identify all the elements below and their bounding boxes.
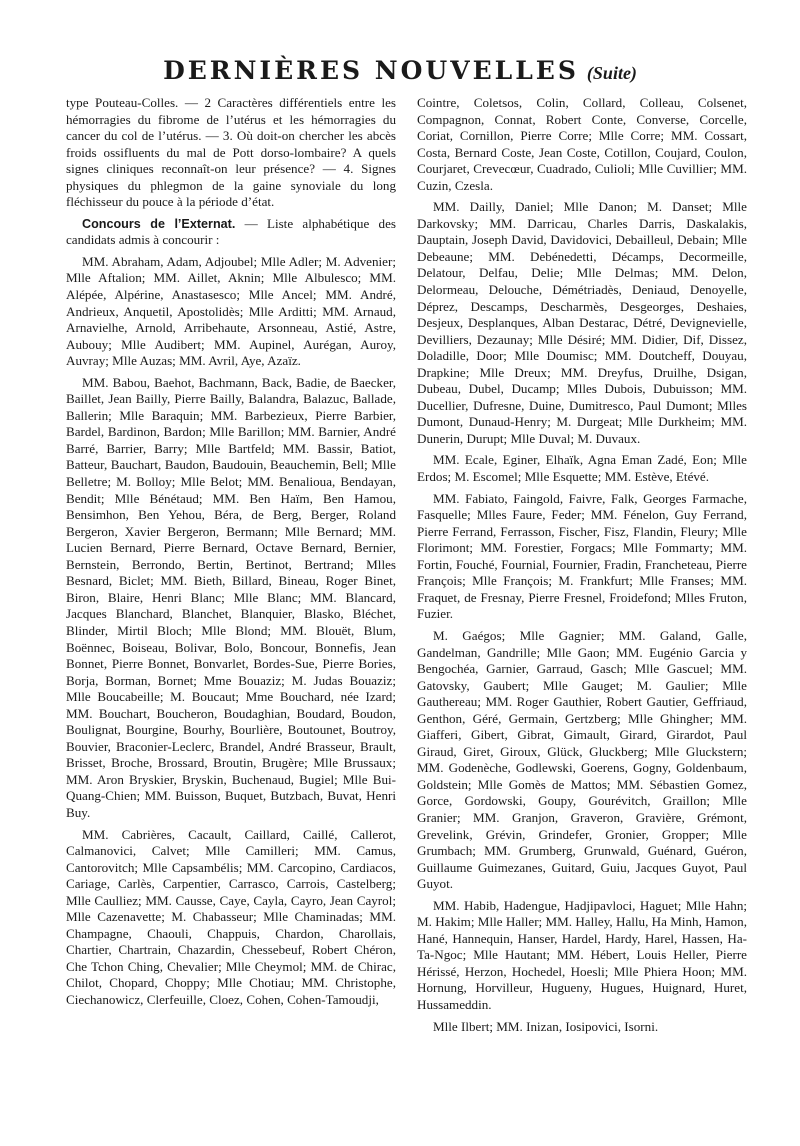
left-column [66,95,396,1014]
list-paragraph-a: MM. Abraham, Adam, Adjoubel; Mlle Adler; M. Advenier; Mlle Aftalion; MM. Aillet, Aknin; Mlle Albulesco; MM. Alépée, Alpérine, Anastasesco; Mlle Ancel; MM. André, Andrieux, Anquetil, Apostolidès; Mlle Arditti; MM. Arnaud, Arnavielhe, Arnold, Arribehaute, Arsonneau, Astié, Astre, Aubouy; Mlle Audibert; MM. Aupinel, Aurégan, Auroy, Auvray; Mlle Auzas; MM. Avril, Aye, Azaïz. [66,253,396,369]
concours-paragraph [66,216,396,249]
list-paragraph-c-continued: Cointre, Coletsos, Colin, Collard, Colleau, Colsenet, Compagnon, Connat, Robert Conte, Converse, Corcelle, Coriat, Cornillon, Pierre Corre; Mlle Corre; MM. Cossart, Costa, Bernard Coste, Jean Coste, Cotillon, Coujard, Coulon, Courjaret, Crevecœur, Cuadrado, Culioli; Mlle Cuvillier; MM. Cuzin, Czesla. [417,95,747,193]
list-paragraph-h: MM. Habib, Hadengue, Hadjipavloci, Haguet; Mlle Hahn; M. Hakim; Mlle Haller; MM. Halley, Hallu, Ha Minh, Hamon, Hané, Hannequin, Hanser, Hardel, Hardy, Harel, Hassen, Ha-Ta-Ngoc; Mlle Hautant; MM. Hébert, Louis Heller, Pierre Hérissé, Herzon, Hochedel, Hoesli; Mlle Phiera Hoon; MM. Hornung, Horvilleur, Hugueny, Hugues, Huignard, Huret, Hussameddin. [417,897,747,1012]
page-title-suite: (Suite) [586,63,637,83]
list-paragraph-d: MM. Dailly, Daniel; Mlle Danon; M. Danset; Mlle Darkovsky; MM. Darricau, Charles Darris, Daskalakis, Dauptain, Joseph David, Davidovici, Debailleul, Debain; Mlle Debeaune; MM. Debénedetti, Décamps, Decormeille, Delatour, Delfau, Delie; Mlle Delmas; MM. Delon, Delormeau, Delouche, Démétriadès, Deniaud, Denoyelle, Déprez, Descamps, Descharmès, Desgeorges, Deshaies, Desjeux, Desplanques, Alban Destarac, Détré, Devignevielle, Devilliers, Dezaunay; Mlle Désiré; MM. Didier, Dif, Dissez, Doladille, Door; Mlle Doumisc; MM. Doutcheff, Douyau, Drapkine; Mlle Dreux; MM. Dreyfus, Druilhe, Dsigan, Dubeau, Dubel, Ducamp; Mlles Dubois, Dubuisson; MM. Ducellier, Dufresne, Duine, Dumitresco, Paul Dumont; Mlles Dumont, Dunaud-Henry; M. Durgeat; Mlle Durkheim; MM. Dunerin, Durupt; Mlle Duval; M. Duvaux. [417,199,747,446]
page-header [0,56,800,86]
concours-text: — Liste alphabétique des candidats admis à concourir : [66,215,396,248]
list-paragraph-i: Mlle Ilbert; MM. Inizan, Iosipovici, Isorni. [433,1018,659,1034]
concours-heading: Concours de l’Externat. [82,216,236,231]
page-title: DERNIÈRES NOUVELLES [163,56,579,85]
list-paragraph-c: MM. Cabrières, Cacault, Caillard, Caillé, Callerot, Calmanovici, Calvet; Mlle Camilleri; MM. Camus, Cantorovitch; Mlle Capsambélis; MM. Carcopino, Cardiacos, Cariage, Carlès, Carpentier, Carrasco, Carrois, Castelberg; Mlle Caulliez; MM. Causse, Caye, Cayla, Cayro, Jean Cayrol; Mlle Cazenavette; M. Chabasseur; Mlle Chaminadas; MM. Champagne, Chaouli, Chappuis, Chardon, Charollais, Chartier, Chartrain, Chazardin, Chessebeuf, Robert Chéron, Che Tchon Ching, Chevalier; Mlle Cheymol; MM. de Chirac, Chilot, Chopard, Choppy; Mlle Chotiau; MM. Christophe, Ciechanowicz, Clerfeuille, Cloez, Cohen, Cohen-Tamoudji, [66,826,396,1007]
list-paragraph-f: MM. Fabiato, Faingold, Faivre, Falk, Georges Farmache, Fasquelle; Mlles Faure, Feder; MM. Fénelon, Guy Ferrand, Pierre Ferrand, Ferrasson, Fischer, Fisz, Flandin, Fleury; Mlle Florimont; MM. Forestier, Forgacs; Mlle Fommarty; MM. Fortin, Fouché, Fournial, Fournier, Fradin, Francheteau, Pierre François; Mlle François; M. Frankfurt; Mlle Franses; MM. Fraquet, de Fresnay, Pierre Fresnel, Froidefond; Mlles Fruton, Fuzier. [417,490,747,622]
list-paragraph-b: MM. Babou, Baehot, Bachmann, Back, Badie, de Baecker, Baillet, Jean Bailly, Pierre Bailly, Balandra, Balazuc, Ballade, Ballerin; Mlle Baraquin; MM. Barbezieux, Pierre Barbier, Bardel, Bardinon, Bardon; Mlle Barillon; MM. Barnier, André Barré, Barrier, Barry; Mlle Bartfeld; MM. Bassir, Batiot, Batteur, Bauchart, Baudon, Baudouin, Beauchemin, Bell; Mlle Belletre; M. Bolloy; Mlle Belot; MM. Benalioua, Bendayan, Bendit; Mlle Bénétaud; MM. Ben Haïm, Ben Hamou, Bensimhon, Ben Yehou, Béra, de Berg, Berger, Roland Bergeron, Xavier Bergeron, Bermann; Mlle Bernard; MM. Lucien Bernard, Pierre Bernard, Octave Bernard, Bernier, Bernstein, Berrondo, Bertin, Bertinot, Bertrand; Mlles Besnard, Biclet; MM. Bieth, Billard, Bineau, Roger Binet, Biron, Blaire, Henri Blanc; Mlle Blanc; MM. Blancard, Jacques Blanchard, Blanchet, Blanquier, Blasko, Bléchet, Blinder, Mirtil Bloch; Mlle Blond; MM. Blouët, Blum, Boënnec, Boiseau, Bolivar, Bolo, Boncour, Bonnefis, Jean Bonnet, Pierre Bonnet, Bonvarlet, Bordes-Sue, Pierre Bories, Borja, Borman, Bornet; Mme Bouaziz; M. Judas Bouaziz; Mlle Boucabeille; M. Boucaut; Mme Bouchard, née Izard; MM. Bouchart, Boucheron, Boudaghian, Boudard, Boudon, Boulignat, Bourgine, Bourhy, Bourlière, Boutounet, Boutroy, Bouvier, Braconier-Leclerc, Brandel, André Brasseur, Brault, Brisset, Broche, Brossard, Broutin, Brugère; Mlle Brussaux; MM. Aron Bryskier, Bryskin, Buchenaud, Bugiel; Mlle Bui-Quang-Chien; MM. Buisson, Buquet, Butzbach, Buvat, Henri Buy. [66,374,396,820]
list-paragraph-e: MM. Ecale, Eginer, Elhaïk, Agna Eman Zadé, Eon; Mlle Erdos; M. Escomel; Mlle Esquette; MM. Estève, Etévé. [417,452,747,485]
intro-paragraph: type Pouteau-Colles. — 2 Caractères différentiels entre les hémorragies du fibrome de l’utérus et les hémorragies du cancer du col de l’utérus. — 3. Où doit-on chercher les abcès froids ossifluents du mal de Pott dorso-lombaire? A quels signes cliniques reconnaît-on leur présence? — 4. Signes physiques du phlegmon de la gaine synoviale du long fléchisseur du pouce à la période d’état. [66,95,396,210]
right-column [417,95,747,1040]
list-paragraph-g: M. Gaégos; Mlle Gagnier; MM. Galand, Galle, Gandelman, Gandrille; Mlle Gaon; MM. Eugénio Garcia y Bengochéa, Garnier, Garraud, Gasch; Mlle Gascuel; MM. Gatovsky, Gaubert; Mlle Gauget; M. Gaulier; Mlle Gauthereau; MM. Roger Gauthier, Robert Gautier, Geffriaud, Genthon, Géré, Germain, Gertzberg; Mlle Ghingher; MM. Giafferi, Gibert, Gibrat, Gimault, Girard, Girardot, Paul Giraud, Giret, Giroux, Glück, Gluckberg; Mlle Gluckstern; MM. Godenèche, Godlewski, Goerens, Gogny, Goldenbaum, Goldstein; Mlle Gomès de Mattos; MM. Sébastien Gomez, Gorce, Gordowski, Goupy, Gourévitch, Graillon; Mlle Granier; MM. Granjon, Graveron, Gravière, Grémont, Grevelink, Grévin, Grindefer, Gronier, Gropper; Mlle Grumbach; MM. Grumberg, Grunwald, Guénard, Guéron, Guillaume Guimezanes, Guitard, Guiu, Jacques Guyot, Paul Guyot. [417,627,747,892]
